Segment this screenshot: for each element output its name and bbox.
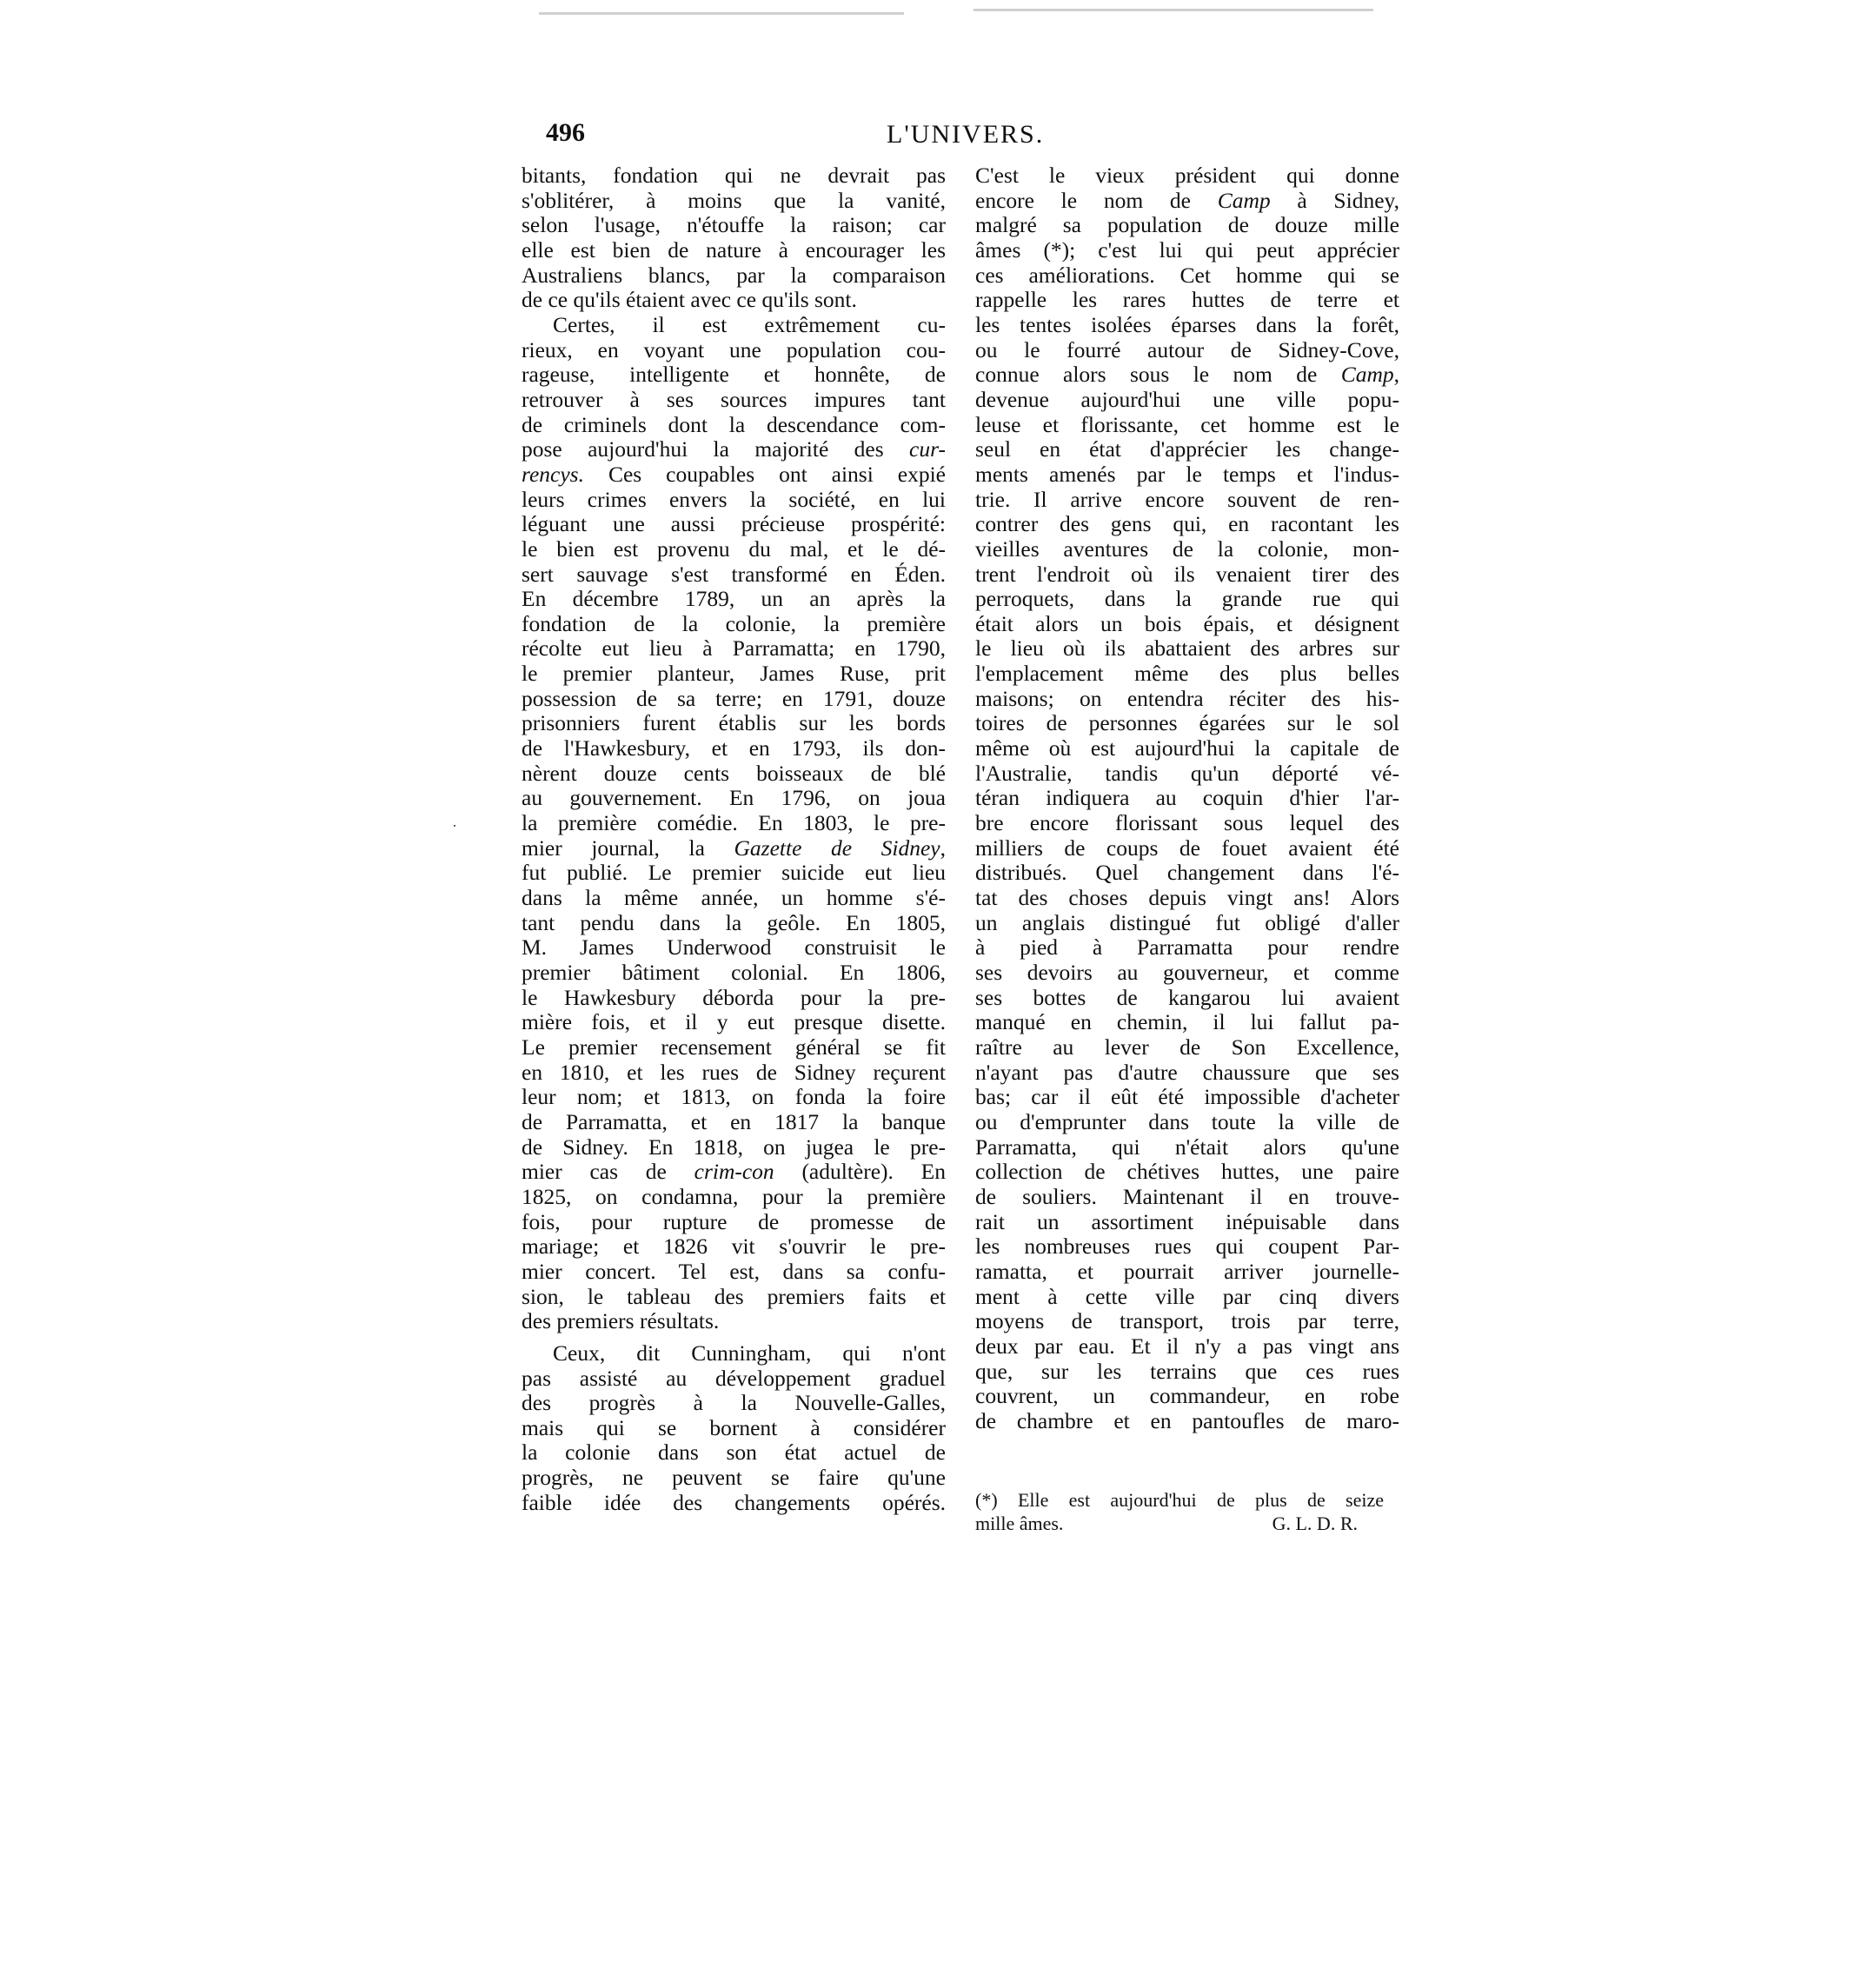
text-line	[522, 1035, 946, 1060]
text-line	[522, 1135, 946, 1160]
text-line	[522, 935, 946, 961]
text-line	[975, 413, 1399, 438]
text-run: C'est le vieux président qui donne	[975, 163, 1399, 188]
text-run: leurs crimes envers la société, en lui	[522, 486, 946, 512]
text-line	[975, 786, 1399, 811]
text-line	[522, 587, 946, 612]
text-run: tat des choses depuis vingt ans! Alors	[975, 885, 1399, 911]
page-number: 496	[546, 118, 585, 147]
text-run: 1825, on condamna, pour la première	[522, 1183, 946, 1209]
footnote-last-line	[975, 1512, 1384, 1535]
text-run: s'oblitérer, à moins que la vanité,	[522, 187, 946, 213]
text-run: ,	[1393, 362, 1399, 388]
text-run: ment à cette ville par cinq divers	[975, 1283, 1399, 1309]
text-line	[522, 736, 946, 761]
text-line	[975, 388, 1399, 413]
text-run: la colonie dans son état actuel de	[522, 1439, 946, 1466]
text-run: de Parramatta, et en 1817 la banque	[522, 1108, 946, 1134]
text-line	[975, 238, 1399, 263]
text-run: perroquets, dans la grande rue qui	[975, 586, 1399, 612]
text-run: Australiens blancs, par la comparaison	[522, 262, 946, 288]
text-line	[975, 986, 1399, 1011]
text-run: faible idée des changements opérés.	[522, 1489, 946, 1515]
text-run: connue alors sous le nom de	[975, 362, 1341, 388]
text-run: au gouvernement. En 1796, on joua	[522, 785, 946, 811]
text-run: l'emplacement même des plus belles	[975, 661, 1399, 687]
text-run: leur nom; et 1813, on fonda la foire	[522, 1084, 946, 1110]
text-run: collection de chétives huttes, une paire	[975, 1159, 1399, 1185]
text-line	[975, 512, 1399, 537]
text-run: toires de personnes égarées sur le sol	[975, 710, 1399, 736]
text-line	[975, 1035, 1399, 1060]
text-line	[522, 1110, 946, 1135]
text-run: rait un assortiment inépuisable dans	[975, 1208, 1399, 1234]
text-run: que, sur les terrains que ces rues	[975, 1358, 1399, 1384]
text-run: en 1810, et les rues de Sidney reçurent	[522, 1059, 946, 1085]
text-run: un anglais distingué fut obligé d'aller	[975, 909, 1399, 935]
text-run: de chambre et en pantoufles de maro-	[975, 1407, 1399, 1433]
text-run: Ces coupables ont ainsi expié	[583, 461, 946, 487]
text-run: fut publié. Le premier suicide eut lieu	[522, 860, 946, 886]
text-run: devenue aujourd'hui une ville popu-	[975, 386, 1399, 412]
text-run: elle est bien de nature à encourager les	[522, 236, 946, 263]
text-run: ments amenés par le temps et l'indus-	[975, 461, 1399, 487]
text-line	[975, 886, 1399, 911]
text-line	[522, 1160, 946, 1185]
text-run: moyens de transport, trois par terre,	[975, 1308, 1399, 1334]
text-line	[522, 687, 946, 712]
text-line	[522, 911, 946, 936]
text-run: dans la même année, un homme s'é-	[522, 885, 946, 911]
text-line	[522, 163, 946, 189]
text-line	[975, 1010, 1399, 1035]
text-line	[975, 1360, 1399, 1385]
text-column-right	[975, 163, 1399, 1433]
text-line	[975, 213, 1399, 238]
text-run: selon l'usage, n'étouffe la raison; car	[522, 212, 946, 238]
text-run: de ce qu'ils étaient avec ce qu'ils sont.	[522, 287, 857, 313]
text-run: maisons; on entendra réciter des his-	[975, 685, 1399, 711]
text-run: le lieu où ils abattaient des arbres sur	[975, 635, 1399, 662]
text-line	[522, 1309, 946, 1334]
text-line	[522, 836, 946, 861]
text-line	[522, 338, 946, 363]
text-line	[522, 786, 946, 811]
text-line	[975, 1409, 1399, 1434]
text-run: progrès, ne peuvent se faire qu'une	[522, 1465, 946, 1491]
text-run: tant pendu dans la geôle. En 1805,	[522, 909, 946, 935]
text-run: distribués. Quel changement dans l'é-	[975, 860, 1399, 886]
text-line	[522, 961, 946, 986]
text-line	[522, 662, 946, 687]
text-line	[522, 886, 946, 911]
text-run: fois, pour rupture de promesse de	[522, 1208, 946, 1234]
text-line	[522, 986, 946, 1011]
text-run: mariage; et 1826 vit s'ouvrir le pre-	[522, 1233, 946, 1260]
text-run: l'Australie, tandis qu'un déporté vé-	[975, 760, 1399, 786]
text-line	[522, 512, 946, 537]
text-line	[975, 263, 1399, 289]
text-line	[522, 1366, 946, 1392]
text-line	[522, 437, 946, 462]
text-run: sion, le tableau des premiers faits et	[522, 1283, 946, 1309]
text-line	[975, 288, 1399, 313]
text-line	[522, 1440, 946, 1466]
text-run: prisonniers furent établis sur les bords	[522, 710, 946, 736]
text-run: de criminels dont la descendance com-	[522, 411, 946, 437]
text-run: (adultère). En	[774, 1159, 946, 1185]
text-line	[975, 1135, 1399, 1160]
text-run: retrouver à ses sources impures tant	[522, 386, 946, 412]
text-run: deux par eau. Et il n'y a pas vingt ans	[975, 1333, 1399, 1359]
text-line	[522, 562, 946, 588]
text-run: rappelle les rares huttes de terre et	[975, 287, 1399, 313]
text-line	[522, 1260, 946, 1285]
text-line	[975, 1234, 1399, 1260]
text-run: contrer des gens qui, en racontant les	[975, 511, 1399, 537]
footnote	[975, 1488, 1384, 1535]
text-run: même où est aujourd'hui la capitale de	[975, 735, 1399, 761]
text-run: ou d'emprunter dans toute la ville de	[975, 1108, 1399, 1134]
text-run: mière fois, et il y eut presque disette.	[522, 1009, 946, 1035]
text-line	[522, 861, 946, 886]
text-run: récolte eut lieu à Parramatta; en 1790,	[522, 635, 946, 662]
text-run: des progrès à la Nouvelle-Galles,	[522, 1390, 946, 1416]
text-run: le bien est provenu du mal, et le dé-	[522, 535, 946, 562]
text-line	[975, 163, 1399, 189]
text-run: couvrent, un commandeur, en robe	[975, 1383, 1399, 1409]
text-run: nèrent douze cents boisseaux de blé	[522, 760, 946, 786]
text-line	[522, 263, 946, 289]
text-run: M. James Underwood construisit le	[522, 934, 946, 961]
footnote-line: mille âmes.	[975, 1513, 1064, 1534]
text-line	[975, 811, 1399, 836]
text-run: En décembre 1789, un an après la	[522, 586, 946, 612]
text-line	[522, 1285, 946, 1310]
text-line	[975, 1110, 1399, 1135]
italic-term: rencys.	[522, 461, 584, 487]
text-run: trie. Il arrive encore souvent de ren-	[975, 486, 1399, 512]
footnote-signature: G. L. D. R.	[1272, 1513, 1358, 1534]
text-line	[975, 313, 1399, 338]
text-run: mais qui se bornent à considérer	[522, 1414, 946, 1440]
text-run: âmes (*); c'est lui qui peut apprécier	[975, 236, 1399, 263]
scan-artifact-top	[539, 12, 904, 15]
text-run: le premier planteur, James Ruse, prit	[522, 661, 946, 687]
text-column-left	[522, 163, 946, 1515]
text-line	[975, 911, 1399, 936]
text-run: de Sidney. En 1818, on jugea le pre-	[522, 1134, 946, 1160]
text-run: manqué en chemin, il lui fallut pa-	[975, 1009, 1399, 1035]
text-line	[522, 388, 946, 413]
text-run: rieux, en voyant une population cou-	[522, 336, 946, 362]
text-line	[975, 1185, 1399, 1210]
text-run: bas; car il eût été impossible d'acheter	[975, 1084, 1399, 1110]
text-run: ses bottes de kangarou lui avaient	[975, 984, 1399, 1010]
text-line	[522, 238, 946, 263]
footnote-line: (*) Elle est aujourd'hui de plus de seize	[975, 1489, 1384, 1511]
italic-term: Gazette de Sidney	[734, 834, 940, 861]
text-run: le Hawkesbury déborda pour la pre-	[522, 984, 946, 1010]
text-line	[975, 711, 1399, 736]
text-run: raître au lever de Son Excellence,	[975, 1034, 1399, 1060]
text-run: fondation de la colonie, la première	[522, 610, 946, 636]
text-run: milliers de coups de fouet avaient été	[975, 834, 1399, 861]
text-run: rageuse, intelligente et honnête, de	[522, 362, 946, 388]
text-run: possession de sa terre; en 1791, douze	[522, 685, 946, 711]
italic-term: Camp	[1340, 362, 1394, 388]
text-line	[975, 1060, 1399, 1086]
text-line	[522, 612, 946, 637]
text-line	[522, 1185, 946, 1210]
text-line	[522, 488, 946, 513]
text-line	[522, 1491, 946, 1516]
text-line	[975, 338, 1399, 363]
text-line	[975, 612, 1399, 637]
text-line	[975, 1260, 1399, 1285]
text-line	[975, 1085, 1399, 1110]
text-run: Certes, il est extrêmement cu-	[553, 311, 946, 337]
text-run: vieilles aventures de la colonie, mon-	[975, 535, 1399, 562]
text-line	[975, 562, 1399, 588]
text-line	[522, 1210, 946, 1235]
text-line	[975, 437, 1399, 462]
text-run: ,	[940, 834, 946, 861]
text-run: de souliers. Maintenant il en trouve-	[975, 1183, 1399, 1209]
text-line	[975, 488, 1399, 513]
text-line	[975, 662, 1399, 687]
text-line	[975, 961, 1399, 986]
text-run: mier cas de	[522, 1159, 694, 1185]
text-run: Le premier recensement général se fit	[522, 1034, 946, 1060]
text-run: à Sidney,	[1270, 187, 1399, 213]
text-line	[522, 636, 946, 662]
italic-term: Camp	[1217, 187, 1271, 213]
text-line	[522, 413, 946, 438]
text-run: léguant une aussi précieuse prospérité:	[522, 511, 946, 537]
text-line	[522, 1010, 946, 1035]
text-run: Parramatta, qui n'était alors qu'une	[975, 1134, 1399, 1160]
text-run: bre encore florissant sous lequel des	[975, 810, 1399, 836]
text-run: était alors un bois épais, et désignent	[975, 610, 1399, 636]
text-line	[975, 736, 1399, 761]
text-line	[975, 587, 1399, 612]
text-line	[522, 1060, 946, 1086]
text-run: mier concert. Tel est, dans sa confu-	[522, 1258, 946, 1284]
text-line	[975, 687, 1399, 712]
text-line	[975, 362, 1399, 388]
italic-term: crim-con	[694, 1159, 774, 1185]
text-line	[522, 711, 946, 736]
text-run: téran indiquera au coquin d'hier l'ar-	[975, 785, 1399, 811]
text-line	[522, 537, 946, 562]
text-line	[522, 1341, 946, 1366]
text-line	[975, 1309, 1399, 1334]
text-run: malgré sa population de douze mille	[975, 212, 1399, 238]
text-line	[522, 1391, 946, 1416]
text-run: pose aujourd'hui la majorité des	[522, 436, 910, 462]
text-line	[975, 761, 1399, 787]
text-line	[522, 462, 946, 488]
text-run: sert sauvage s'est transformé en Éden.	[522, 561, 946, 587]
italic-term: cur-	[909, 436, 946, 462]
text-run: ou le fourré autour de Sidney-Cove,	[975, 336, 1399, 362]
text-line	[975, 636, 1399, 662]
text-run: pas assisté au développement graduel	[522, 1365, 946, 1391]
text-line	[975, 836, 1399, 861]
text-line	[522, 213, 946, 238]
text-run: des premiers résultats.	[522, 1308, 720, 1334]
stray-mark: ·	[452, 817, 457, 834]
text-line	[975, 861, 1399, 886]
text-run: seul en état d'apprécier les change-	[975, 436, 1399, 462]
text-run: ramatta, et pourrait arriver journelle-	[975, 1258, 1399, 1284]
text-run: les tentes isolées éparses dans la forêt,	[975, 311, 1399, 337]
text-line	[522, 313, 946, 338]
text-run: premier bâtiment colonial. En 1806,	[522, 960, 946, 985]
text-line	[522, 1466, 946, 1491]
text-line	[522, 1416, 946, 1441]
text-line	[975, 462, 1399, 488]
text-line	[522, 189, 946, 214]
text-run: mier journal, la	[522, 834, 734, 861]
text-line	[522, 1085, 946, 1110]
text-line	[975, 189, 1399, 214]
text-line	[522, 761, 946, 787]
text-run: leuse et florissante, cet homme est le	[975, 411, 1399, 437]
text-line	[522, 811, 946, 836]
text-run: à pied à Parramatta pour rendre	[975, 934, 1399, 961]
text-run: bitants, fondation qui ne devrait pas	[522, 163, 946, 188]
text-run: trent l'endroit où ils venaient tirer des	[975, 561, 1399, 587]
running-title: L'UNIVERS.	[887, 120, 1045, 149]
text-line	[975, 1285, 1399, 1310]
text-run: n'ayant pas d'autre chaussure que ses	[975, 1059, 1399, 1085]
text-line	[522, 1234, 946, 1260]
text-run: Ceux, dit Cunningham, qui n'ont	[553, 1340, 946, 1366]
scan-artifact-top	[974, 9, 1373, 11]
text-line	[975, 537, 1399, 562]
text-run: la première comédie. En 1803, le pre-	[522, 810, 946, 836]
text-line	[975, 935, 1399, 961]
text-run: de l'Hawkesbury, et en 1793, ils don-	[522, 735, 946, 761]
text-run: ces améliorations. Cet homme qui se	[975, 262, 1399, 288]
text-run: les nombreuses rues qui coupent Par-	[975, 1233, 1399, 1260]
text-line	[522, 288, 946, 313]
text-line	[975, 1210, 1399, 1235]
text-run: ses devoirs au gouverneur, et comme	[975, 960, 1399, 985]
text-line	[975, 1384, 1399, 1409]
text-line	[975, 1160, 1399, 1185]
text-line	[975, 1334, 1399, 1360]
text-line	[522, 362, 946, 388]
text-run: encore le nom de	[975, 187, 1218, 213]
